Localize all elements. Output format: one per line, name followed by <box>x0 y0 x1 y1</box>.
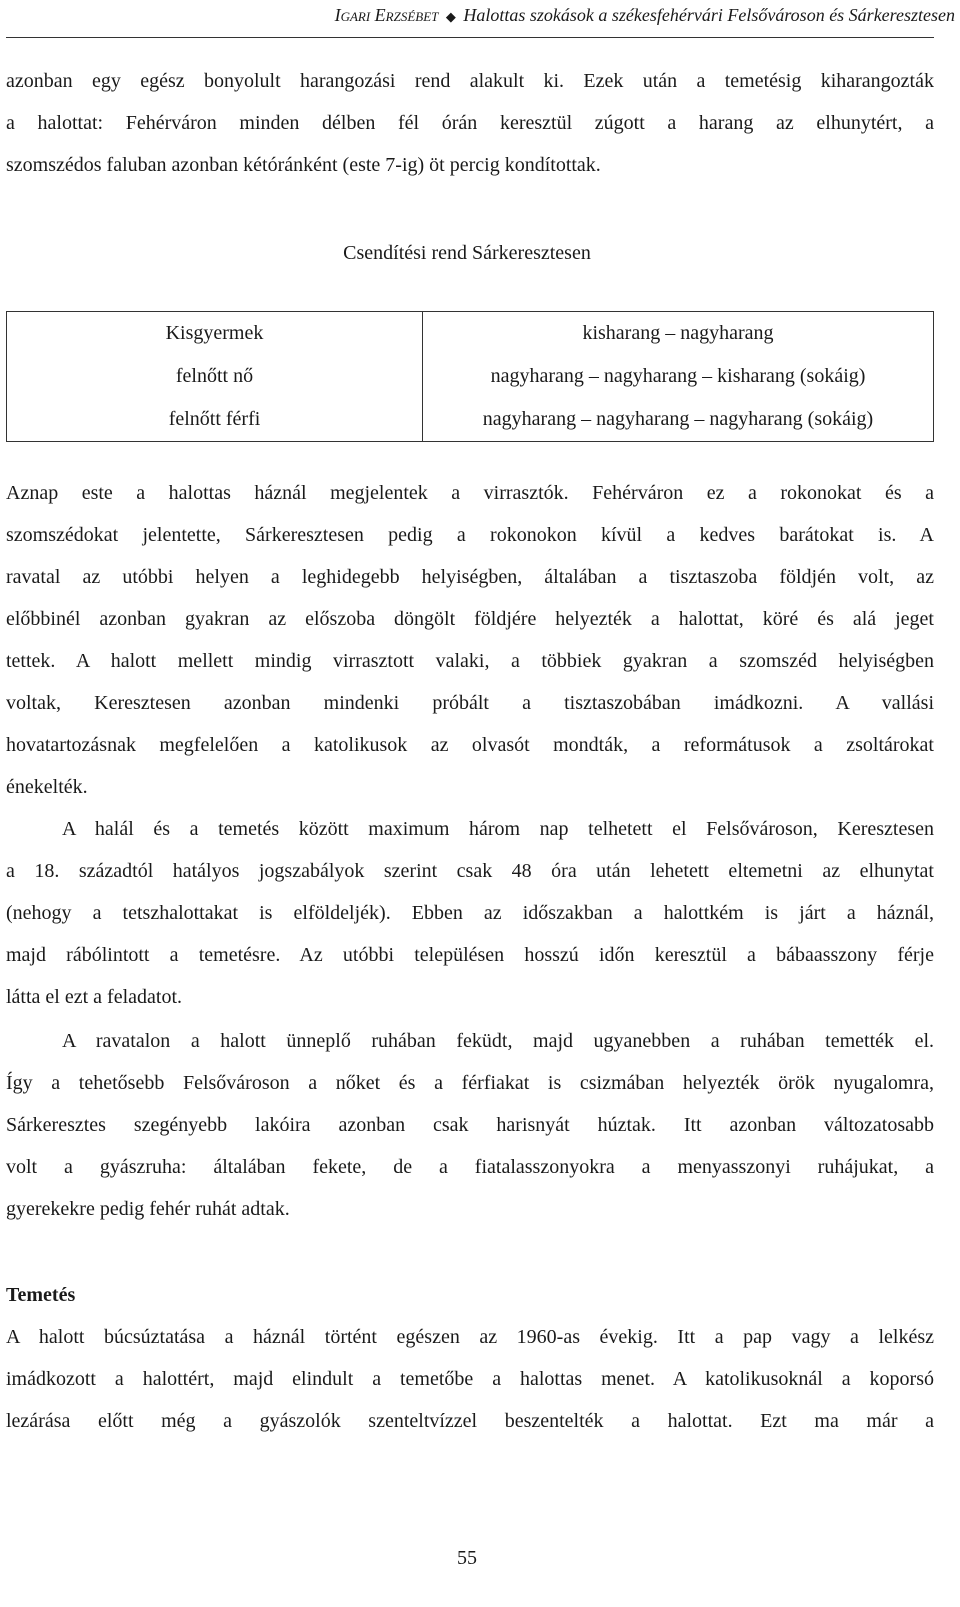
text-line: a 18. századtól hatályos jogszabályok szerint csak 48 óra után lehetett eltemetni az elhunytat <box>6 860 934 882</box>
table-cell-bells: nagyharang – nagyharang – kisharang (sokáig) <box>423 355 934 398</box>
text-line: ravatal az utóbbi helyen a leghidegebb helyiségben, általában a tisztaszoba földjén volt, az <box>6 566 934 588</box>
text-line: volt a gyászruha: általában fekete, de a fiatalasszonyokra a menyasszonyi ruhájukat, a <box>6 1156 934 1178</box>
page-number: 55 <box>457 1547 477 1569</box>
text-line: Aznap este a halottas háznál megjelentek a virrasztók. Fehérváron ez a rokonokat és a <box>6 482 934 504</box>
header-author: Igari Erzsébet <box>334 5 439 25</box>
text-line: Így a tehetősebb Felsővároson a nőket és a férfiakat is csizmában helyezték örök nyugalomra, <box>6 1072 934 1094</box>
text-line: látta el ezt a feladatot. <box>6 986 183 1008</box>
text-line: A ravatalon a halott ünneplő ruhában feküdt, majd ugyanebben a ruhában temették el. <box>62 1030 934 1052</box>
text-line: a halottat: Fehérváron minden délben fél órán keresztül zúgott a harang az elhunytért, a <box>6 112 934 134</box>
table-row <box>7 312 934 356</box>
table-cell-who: felnőtt férfi <box>7 398 423 442</box>
text-line: előbbinél azonban gyakran az előszoba döngölt földjére helyezték a halottat, köré és alá jeget <box>6 608 934 630</box>
text-line: szomszédokat jelentette, Sárkeresztesen pedig a rokonokon kívül a kedves barátokat is. A <box>6 524 934 546</box>
text-line: majd rábólintott a temetésre. Az utóbbi településen hosszú időn keresztül a bábaasszony férje <box>6 944 934 966</box>
text-line: tettek. A halott mellett mindig virrasztott valaki, a többiek gyakran a szomszéd helyiségben <box>6 650 934 672</box>
text-line: imádkozott a halottért, majd elindult a temetőbe a halottas menet. A katolikusoknál a koporsó <box>6 1368 934 1390</box>
diamond-icon: ◆ <box>445 9 456 24</box>
table-caption: Csendítési rend Sárkeresztesen <box>343 242 591 264</box>
text-line: A halál és a temetés között maximum három nap telhetett el Felsővároson, Keresztesen <box>62 818 934 840</box>
text-line: énekelték. <box>6 776 88 798</box>
table-cell-who: felnőtt nő <box>7 355 423 398</box>
text-line: azonban egy egész bonyolult harangozási rend alakult ki. Ezek után a temetésig kiharangozták <box>6 70 934 92</box>
paragraph-burial-time <box>6 808 934 1018</box>
table-row <box>7 355 934 398</box>
text-line: voltak, Keresztesen azonban mindenki próbált a tisztaszobában imádkozni. A vallási <box>6 692 934 714</box>
paragraph-bell-ringing <box>6 60 934 186</box>
paragraph-clothing <box>6 1020 934 1230</box>
text-line: Sárkeresztes szegényebb lakóira azonban csak harisnyát húztak. Itt azonban változatosabb <box>6 1114 934 1136</box>
header-divider <box>6 37 934 38</box>
section-heading: Temetés <box>6 1284 76 1306</box>
running-header <box>0 0 955 38</box>
table-cell-who: Kisgyermek <box>7 312 423 356</box>
header-title: Halottas szokások a székesfehérvári Felsővároson és Sárkeresztesen <box>463 5 955 25</box>
text-line: hovatartozásnak megfelelően a katolikusok az olvasót mondták, a reformátusok a zsoltárokat <box>6 734 934 756</box>
text-line: lezárása előtt még a gyászolók szenteltvízzel beszentelték a halottat. Ezt ma már a <box>6 1410 934 1432</box>
bell-order-table <box>6 311 934 442</box>
paragraph-funeral <box>6 1316 934 1442</box>
table-cell-bells: nagyharang – nagyharang – nagyharang (sokáig) <box>423 398 934 442</box>
text-line: szomszédos faluban azonban kétóránként (este 7-ig) öt percig kondítottak. <box>6 154 601 176</box>
table-row <box>7 398 934 442</box>
paragraph-vigil <box>6 472 934 808</box>
text-line: A halott búcsúztatása a háznál történt egészen az 1960-as évekig. Itt a pap vagy a lelkész <box>6 1326 934 1348</box>
table-cell-bells: kisharang – nagyharang <box>423 312 934 356</box>
text-line: gyerekekre pedig fehér ruhát adtak. <box>6 1198 290 1220</box>
text-line: (nehogy a tetszhalottakat is elföldeljék). Ebben az időszakban a halottkém is járt a háznál, <box>6 902 934 924</box>
